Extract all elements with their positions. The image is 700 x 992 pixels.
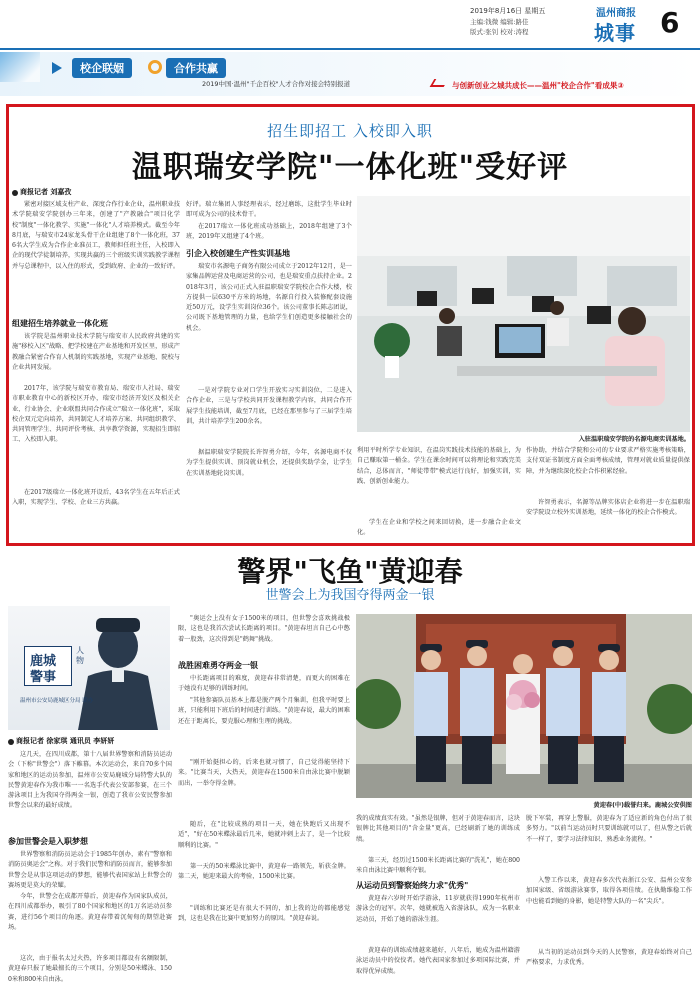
b-col4-para2: 入警工作以来，黄迎春多次代表浙江公安、温州公安参加国家级、省级游泳赛事，取得各项佳绩。在执勤维稳工作中也能看到她的身影，她是特警大队的一名"尖兵"。: [526, 877, 692, 905]
article2-subhead: 世警会上为我国夺得两金一银: [265, 588, 435, 603]
banner-subline: 2019中国·温州"千企百校"人才合作对接会特别报道: [202, 80, 351, 88]
b-col2-para4: "刚开始挺担心的，后来也就习惯了，自己觉得能坚持下来。"比赛当天，大热天，黄迎春在1500米自由泳比赛中脱颖而出，一举夺得金牌。: [178, 759, 350, 787]
b-col3-para3: 黄迎春六岁时开始学游泳，11岁就获得1990年杭州市游泳会的冠军。次年，她就被选入省游泳队，成为一名职业运动员，开始了她的游泳生涯。: [356, 895, 520, 923]
col1-para4: 在2017级瑞立一体化班开设后，43名学生在五年后正式入职，实现学生、学校、企业三方共赢。: [12, 489, 180, 507]
editors-line: 主编:钱微 编辑:路佳: [470, 18, 529, 26]
col2-subhead: 引企入校创建生产性实训基地: [186, 249, 290, 258]
officers-photo: [356, 614, 692, 798]
col2-para4: 一是对学院专业对口学生开放实习实训岗位，二是进入合作企业，三是与学校共同开发课程教学内容，共同合作开展学生技能培训，截至7月底，已经在那里参与了三届学生培训，共计培养学生200余名。: [186, 387, 352, 425]
series-title: 与创新创业之城共成长——温州"校企合作"看成果③: [452, 81, 624, 90]
article2-byline: 商报记者 徐家琪 通讯员 李妍妍: [16, 737, 115, 745]
col2-para1: 好评。瑞立集团人事经理表示，经过磨练，这批学生毕业时即可成为公司的技术骨干。: [186, 201, 352, 219]
series-arrow-icon: [430, 79, 449, 87]
b-col2-para2: 中长距离项目的难度，黄迎春非常清楚，而更大的困难在于她没有足够的训练时间。: [178, 675, 350, 693]
photo2-caption: 黄迎春(中)载誉归来。鹿城公安供图: [593, 802, 692, 809]
col1-subhead: 组建招生培养就业一体化班: [12, 319, 108, 328]
col3-para2: 学生在企业和学校之间来回切换，进一步融合企业文化。: [357, 519, 521, 537]
column-logo: [8, 606, 170, 730]
b-col2-para6: 第一天的50米蝶泳比赛中，黄迎春一路领先，斩获金牌。第二天，她迎来最大的考验，1500米比赛。: [178, 863, 350, 881]
article2-byline-icon: [8, 739, 14, 745]
b-col1-para2: 世界警察和消防员运动会于1985年创办，素有"警察和消防员奥运会"之称。对于我们民警和消防员而言，能够参加世警会是从事这项运动的梦想，能够代表国家站上世警会的赛场更是莫大的荣耀。: [8, 851, 172, 889]
b-col2-para1: "奥运会上没有女子1500米的项目，但世警会喜欢挑战极限，这也是我首次尝试长距离的项目。"黄迎春坦言自己心中憋着一股劲，这次得到是"鹤舞"挑战。: [178, 615, 350, 643]
photo1-caption: 入驻温职瑞安学院的名源电商实训基地。: [578, 436, 690, 443]
article1-headline: 温职瑞安学院"一体化班"受好评: [131, 150, 569, 185]
column-logo-caption: 温州市公安局鹿城区分局 联办: [20, 698, 94, 704]
b-col3-para1: 我的成绩真实有效。"虽然是银牌，但对于黄迎春而言，这块银牌比其他项目的"含金量"更高，已经刷新了她的训练成绩。: [356, 815, 520, 843]
col4-para1: 作协助，并结合学院和公司的专业要求严格实施考核策略，支付双证书制度方面全面考核成绩，管理对就业质量提供保障，并为继续深化校企合作积累经验。: [526, 447, 690, 475]
b-col2-subhead: 战胜困难勇夺两金一银: [178, 661, 258, 670]
col3-para1: 利用平时所学专业知识，在温岗实践技术技能的基础上，为自己赚取第一桶金。学生在课余时间可以将理论和实践完美结合，总体而言，"师徒带带"模式运行良好，加强实训，实践、创新创业能力。: [357, 447, 521, 485]
col2-para3: 瑞安市名源电子商务有限公司成立于2012年12月，是一家集品牌运营及电商运营的公司，也是瑞安重点扶持企业。2018年3月，该公司正式入驻温职瑞安学院校企合作大楼，校方提供一层630平方米的场地，名源自行投入装修配套设施近50万元，设学生实训岗位36个。该公司董事长陈志团说，公司既下基地管理的力量，也给学生们创造更多接触社会的机会。: [186, 263, 352, 332]
b-col2-para3: "其他参赛队员基本上都是脱产两个月集训，但我平时要上班，只能利用下班后的时间进行训练。"黄迎春说，最大的困难还在于距离长，要克服心理和生理的挑战。: [178, 697, 350, 725]
b-col1-subhead: 参加世警会是入职梦想: [8, 837, 88, 846]
article1-byline-icon: [12, 190, 18, 196]
training-base-illustration: [357, 196, 690, 432]
issue-date: 2019年8月16日 星期五: [470, 7, 546, 15]
col2-para2: 在2017瑞立一体化班成功基础上，2018年组建了3个班，2019年又组建了4个班。: [186, 223, 352, 241]
officers-illustration: [356, 614, 692, 798]
b-col3-para4: 黄迎春的训练成绩越来越好，八年后，她成为温州籍游泳运动员中的佼佼者。她代表国家参加过多项国际比赛，并取得优异成绩。: [356, 947, 520, 975]
column-logo-side: 人物: [76, 646, 84, 665]
b-col1-para1: 这几天，在四川成都，第十八届世界警察和消防员运动会（下称"世警会"）落下帷幕。本次运动会，来自70多个国家和地区的运动员参加，温州市公安局鹿城分局特警大队的民警黄迎春作为我市唯一一名选手代表公安部参赛，在三个游泳项目上为我国夺得两金一银，创造了我市公安民警参加世警会以来的最好成绩。: [8, 751, 172, 810]
col1-para1: 紧密对接区域支柱产业、深度合作行业企业，温州职业技术学院瑞安学院创办三年来，创建了"产教融合"项目化学校"制度"一体化教学、实施"一体化"人才培养模式。截至今年8月底，与瑞安市24家龙头骨干企业组建了8个一体化班，376名大学生成为合作企业准员工，教师担任班主任，入校即入企的现代学徒制培养，实现共赢的三个班级实训实践教学课程并与总课程中，以入住的形式，受到政府、企业的一致好评。: [12, 201, 180, 270]
series-banner: [0, 52, 700, 96]
paper-name: 温州商报: [596, 8, 636, 19]
b-col2-para5: 随后，在"比较成熟的项目一天，她在快跑后又出现不适"，"好在50米蝶泳最后几米，她就冲刺上去了，是一个比较顺利的比赛。": [178, 821, 350, 849]
b-col2-para7: "训练和比赛还是有很大不同的，加上我的边的都能感觉到，这也是我在比赛中更加努力的原因。"黄迎春说。: [178, 905, 350, 923]
col4-para2: 许智勇表示，名源等品牌实体店企业将进一步在温职瑞安学院设立校外实训基地，延续一体化的校企合作模式。: [526, 499, 690, 517]
banner-arrow-icon: [52, 62, 62, 74]
banner-swoosh: [0, 52, 40, 82]
column-logo-line2: 警事: [30, 670, 57, 685]
b-col3-para2: 第三天，经历过1500米长距离比赛的"洗礼"，她在800米自由泳比赛中顺利夺银。: [356, 857, 520, 875]
b-col4-para3: 从当初的运动员到今天的人民警察，黄迎春始终对自己严格要求，力求优秀。: [526, 949, 692, 967]
masthead-rule: [0, 48, 700, 50]
article2-headline: 警界"飞鱼"黄迎春: [237, 555, 463, 588]
banner-tag-left: 校企联姻: [72, 58, 132, 78]
banner-gear-icon: [148, 60, 162, 74]
b-col1-para3: 今年，世警会在成都开幕后，黄迎春作为国家队成员，在四川成都举办，吸引了80个国家和地区的1万名运动员参赛，进行56个项目的角逐。黄迎春带着沉甸甸的期望赴赛场。: [8, 893, 172, 931]
b-col3-subhead: 从运动员到警察始终力求"优秀": [356, 881, 469, 890]
training-base-photo: [357, 196, 690, 432]
col1-para3: 2017年，该学院与瑞安市教育局、瑞安市人社局、瑞安市职业教育中心的新校区开办，瑞安市经济开发区及相关企业、行业协会、企业联盟共同合作成立"瑞立一体化班"，采取校企双元定向培养，共同制定人才培养方案、共同组织教学、共同管理学生、共同评价考核、共享教学资源，实现招生即招工、入校即入职。: [12, 385, 180, 444]
banner-tag-right: 合作共赢: [166, 58, 226, 78]
article1-kicker: 招生即招工 入校即入职: [267, 122, 433, 140]
col2-para5: 据温职瑞安学院院长许智勇介绍，今年，名源电商不仅为学生提供实训、顶岗就业机会，还提供奖助学金，让学生在实训基地轮岗实训。: [186, 449, 352, 477]
section-name: 城事: [594, 21, 636, 45]
b-col1-para4: 这次，由于报名太过火热，许多项目都设有名额限制，黄迎春只报了她最擅长的三个项目，分别是50米蝶泳、1500米和800米自由泳。: [8, 955, 172, 983]
b-col4-para1: 脱下军装，再穿上警服，黄迎春为了适应新的角色付出了很多努力。"以前当运动员时只要训练就可以了，但从警之后就不一样了，要学习法律知识、熟悉业务流程。": [526, 815, 692, 843]
column-logo-line1: 鹿城: [30, 654, 57, 669]
col1-para2: 该学院是温州职业技术学院与瑞安市人民政府共建的实施"移校入区"战略、把学校建在产业基地和开发区里，形成产教融合紧密合作育人机制的实践基地，实现产业基地、院校与企业共同发展。: [12, 333, 180, 371]
proofs-line: 版式:张钊 校对:涛程: [470, 28, 529, 36]
article1-byline: 商报记者 刘嘉孜: [20, 188, 72, 196]
page-number: 6: [660, 6, 680, 39]
masthead: [0, 0, 700, 56]
